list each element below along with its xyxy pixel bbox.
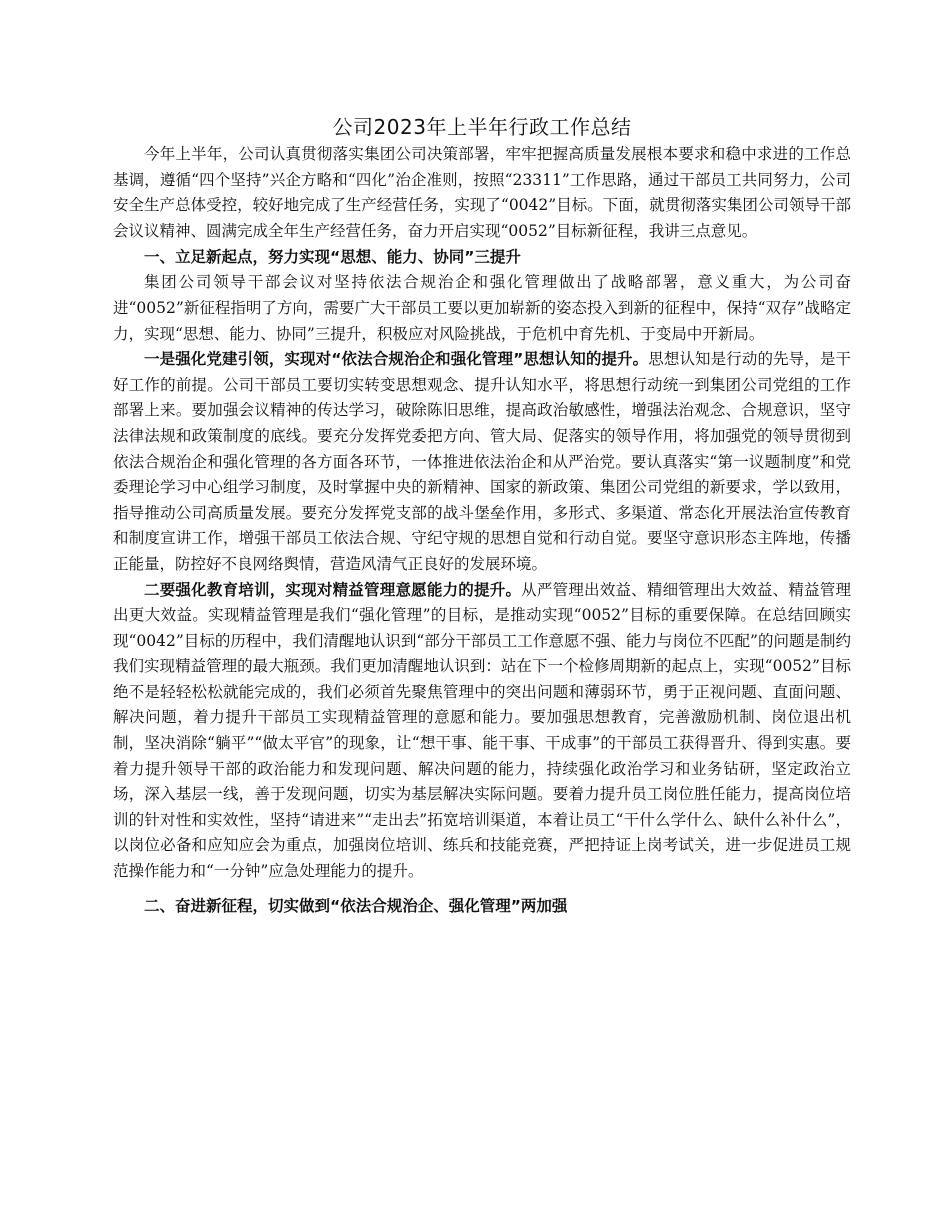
intro-paragraph: 今年上半年，公司认真贯彻落实集团公司决策部署，牢牢把握高质量发展根本要求和稳中求进的工作总基调，遵循“四个坚持”兴企方略和“四化”治企准则，按照“23311”工作思路，通过干部员工共同努力，公司安全生产总体受控，较好地完成了生产经营任务，实现了“0042”目标。下面，就贯彻落实集团公司领导干部会议议精神、圆满完成全年生产经营任务，奋力开启实现“0052”目标新征程，我讲三点意见。 (113, 145, 851, 240)
point1-lead: 一是强化党建引领，实现对“依法合规治企和强化管理”思想认知的提升。 (144, 350, 649, 369)
section1-body: 集团公司领导干部会议对坚持依法合规治企和强化管理做出了战略部署，意义重大，为公司奋进“0052”新征程指明了方向，需要广大干部员工要以更加崭新的姿态投入到新的征程中，保持“双存”战略定力，实现“思想、能力、协同”三提升，积极应对风险挑战，于危机中育先机、于变局中开新局。 (113, 273, 851, 343)
point1-body: 思想认知是行动的先导，是干好工作的前提。公司干部员工要切实转变思想观念、提升认知水平，将思想行动统一到集团公司党组的工作部署上来。要加强会议精神的传达学习，破除陈旧思维，提高政治敏感性，增强法治观念、合规意识，坚守法律法规和政策制度的底线。要充分发挥党委把方向、管大局、促落实的领导作用，将加强党的领导贯彻到依法合规治企和强化管理的各方面各环节，一体推进依法治企和从严治党。要认真落实“第一议题制度”和党委理论学习中心组学习制度，及时掌握中央的新精神、国家的新政策、集团公司党组的新要求，学以致用，指导推动公司高质量发展。要充分发挥党支部的战斗堡垒作用，多形式、多渠道、常态化开展法治宣传教育和制度宣讲工作，增强干部员工依法合规、守纪守规的思想自觉和行动自觉。要坚守意识形态主阵地，传播正能量，防控好不良网络舆情，营造风清气正良好的发展环境。 (113, 350, 851, 573)
document-title: 公司2023年上半年行政工作总结 (332, 115, 632, 139)
section1-point2 (113, 578, 851, 885)
point2-lead: 二要强化教育培训，实现对精益管理意愿能力的提升。 (144, 580, 522, 599)
section1-heading: 一、立足新起点，努力实现“思想、能力、协同”三提升 (144, 248, 521, 267)
section1-point1 (113, 347, 851, 577)
section-gap (113, 885, 851, 893)
section2-heading: 二、奋进新征程，切实做到“依法合规治企、强化管理”两加强 (144, 896, 568, 915)
point2-body: 从严管理出效益、精细管理出大效益、精益管理出更大效益。实现精益管理是我们“强化管理”的目标，是推动实现“0052”目标的重要保障。在总结回顾实现“0042”目标的历程中，我们清醒地认识到“部分干部员工工作意愿不强、能力与岗位不匹配”的问题是制约我们实现精益管理的最大瓶颈。我们更加清醒地认识到：站在下一个检修周期新的起点上，实现“0052”目标绝不是轻轻松松就能完成的，我们必须首先聚焦管理中的突出问题和薄弱环节，勇于正视问题、直面问题、解决问题，着力提升干部员工实现精益管理的意愿和能力。要加强思想教育，完善激励机制、岗位退出机制，坚决消除“躺平”“做太平官”的现象，让“想干事、能干事、干成事”的干部员工获得晋升、得到实惠。要着力提升领导干部的政治能力和发现问题、解决问题的能力，持续强化政治学习和业务钻研，坚定政治立场，深入基层一线，善于发现问题，切实为基层解决实际问题。要着力提升员工岗位胜任能力，提高岗位培训的针对性和实效性，坚持“请进来”“走出去”拓宽培训渠道，本着让员工“干什么学什么、缺什么补什么”，以岗位必备和应知应会为重点，加强岗位培训、练兵和技能竞赛，严把持证上岗考试关，进一步促进员工规范操作能力和“一分钟”应急处理能力的提升。 (113, 580, 851, 881)
document-page (113, 112, 851, 919)
